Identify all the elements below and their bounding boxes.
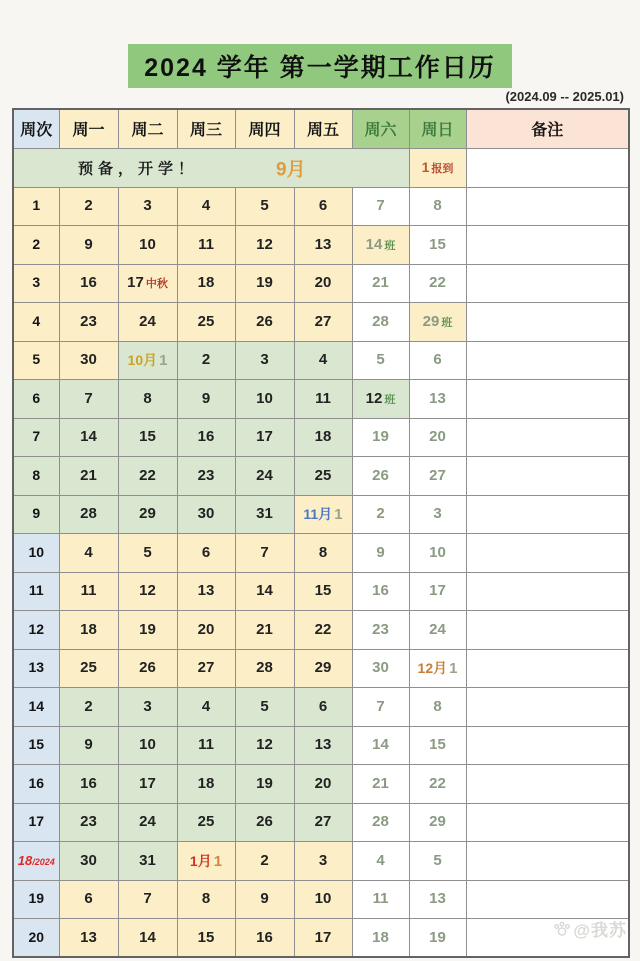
day-cell: 19 — [235, 765, 294, 804]
day-cell: 13 — [294, 226, 352, 265]
day-cell: 25 — [177, 803, 235, 842]
watermark-text: @我苏 — [573, 921, 627, 940]
day-cell: 24 — [118, 303, 177, 342]
september-label: 9月 — [276, 159, 306, 180]
week-number-cell: 5 — [13, 341, 59, 380]
day-cell: 29 班 — [409, 303, 466, 342]
day-cell: 14 — [352, 726, 409, 765]
day-cell: 7 — [235, 534, 294, 573]
day-cell: 5 — [409, 842, 466, 881]
day-cell: 26 — [235, 803, 294, 842]
day-cell: 5 — [235, 187, 294, 226]
day-cell: 21 — [59, 457, 118, 496]
week-number-cell: 19 — [13, 880, 59, 919]
day-cell: 10 — [118, 726, 177, 765]
week-number-cell: 2 — [13, 226, 59, 265]
day-cell: 25 — [177, 303, 235, 342]
day-cell: 22 — [118, 457, 177, 496]
day-cell: 2 — [59, 688, 118, 727]
day-cell: 11月 1 — [294, 495, 352, 534]
note-cell — [466, 495, 629, 534]
day-cell: 12 — [235, 726, 294, 765]
week-number-cell: 15 — [13, 726, 59, 765]
day-cell: 16 — [59, 264, 118, 303]
day-cell: 6 — [409, 341, 466, 380]
week-number-cell: 4 — [13, 303, 59, 342]
week-row-9 — [13, 495, 629, 534]
day-cell: 13 — [59, 919, 118, 958]
page-title: 2024 学年 第一学期工作日历 — [128, 44, 512, 88]
day-cell: 7 — [59, 380, 118, 419]
day-cell: 13 — [294, 726, 352, 765]
week-row-5 — [13, 341, 629, 380]
day-cell: 5 — [235, 688, 294, 727]
week-row-20 — [13, 919, 629, 958]
day-cell: 26 — [118, 649, 177, 688]
week-row-14 — [13, 688, 629, 727]
week-row-3 — [13, 264, 629, 303]
day-cell: 6 — [59, 880, 118, 919]
week-number-cell: 9 — [13, 495, 59, 534]
day-cell: 6 — [294, 187, 352, 226]
note-cell — [466, 148, 629, 187]
header-friday: 周五 — [294, 109, 352, 148]
day-cell: 2 — [177, 341, 235, 380]
week-row-10 — [13, 534, 629, 573]
day-cell: 8 — [118, 380, 177, 419]
day-cell: 2 — [235, 842, 294, 881]
day-cell: 29 — [409, 803, 466, 842]
day-cell: 5 — [352, 341, 409, 380]
day-cell: 11 — [177, 726, 235, 765]
day-cell: 15 — [409, 726, 466, 765]
header-sunday: 周日 — [409, 109, 466, 148]
header-thursday: 周四 — [235, 109, 294, 148]
note-cell — [466, 842, 629, 881]
semester-start-label: 预备，开学！ — [78, 160, 199, 177]
week-number-cell: 12 — [13, 611, 59, 650]
day-cell: 18 — [352, 919, 409, 958]
note-cell — [466, 880, 629, 919]
day-cell: 18 — [59, 611, 118, 650]
day-cell: 15 — [294, 572, 352, 611]
day-cell: 7 — [352, 688, 409, 727]
day-cell: 27 — [294, 803, 352, 842]
day-cell: 4 — [59, 534, 118, 573]
day-cell: 11 — [294, 380, 352, 419]
week-number-cell: 8 — [13, 457, 59, 496]
day-cell: 14 — [59, 418, 118, 457]
day-cell: 4 — [177, 688, 235, 727]
day-cell: 20 — [409, 418, 466, 457]
day-cell: 14 — [235, 572, 294, 611]
work-calendar-table — [12, 108, 630, 958]
day-cell: 18 — [177, 264, 235, 303]
week-row-4 — [13, 303, 629, 342]
day-cell: 28 — [352, 803, 409, 842]
week-row-18 — [13, 842, 629, 881]
day-cell: 2 — [352, 495, 409, 534]
week-row-13 — [13, 649, 629, 688]
note-cell — [466, 688, 629, 727]
header-notes: 备注 — [466, 109, 629, 148]
day-cell: 20 — [177, 611, 235, 650]
day-cell: 31 — [235, 495, 294, 534]
day-cell: 3 — [118, 187, 177, 226]
day-cell: 12 — [235, 226, 294, 265]
day-cell: 14 — [118, 919, 177, 958]
note-cell — [466, 457, 629, 496]
date-range: (2024.09 -- 2025.01) — [505, 89, 624, 104]
day-cell: 13 — [409, 880, 466, 919]
day-cell: 9 — [235, 880, 294, 919]
note-cell — [466, 572, 629, 611]
day-cell: 10 — [294, 880, 352, 919]
note-cell — [466, 303, 629, 342]
day-cell: 16 — [235, 919, 294, 958]
day-cell: 27 — [294, 303, 352, 342]
day-cell: 17 — [409, 572, 466, 611]
day-cell: 19 — [352, 418, 409, 457]
week-number-cell: 20 — [13, 919, 59, 958]
note-cell — [466, 226, 629, 265]
week-number-cell: 17 — [13, 803, 59, 842]
week-number-cell: 10 — [13, 534, 59, 573]
week-row-19 — [13, 880, 629, 919]
day-cell: 18 — [294, 418, 352, 457]
week-number-cell: 13 — [13, 649, 59, 688]
day-cell: 4 — [177, 187, 235, 226]
day-cell: 27 — [177, 649, 235, 688]
day-cell: 9 — [352, 534, 409, 573]
paw-icon — [553, 920, 571, 938]
note-cell — [466, 765, 629, 804]
day-cell: 13 — [409, 380, 466, 419]
day-cell: 8 — [409, 688, 466, 727]
week-number-cell: 6 — [13, 380, 59, 419]
week-number-cell: 3 — [13, 264, 59, 303]
day-cell: 28 — [352, 303, 409, 342]
title-bar — [0, 44, 640, 88]
day-cell: 11 — [352, 880, 409, 919]
note-cell — [466, 803, 629, 842]
day-cell: 28 — [59, 495, 118, 534]
day-cell: 2 — [59, 187, 118, 226]
day-cell: 11 — [59, 572, 118, 611]
day-cell: 29 — [118, 495, 177, 534]
day-cell: 28 — [235, 649, 294, 688]
day-cell: 22 — [409, 264, 466, 303]
day-cell: 3 — [235, 341, 294, 380]
day-cell: 26 — [352, 457, 409, 496]
day-cell: 24 — [409, 611, 466, 650]
day-cell: 20 — [294, 264, 352, 303]
week-row-16 — [13, 765, 629, 804]
week-row-1 — [13, 187, 629, 226]
day-cell: 30 — [352, 649, 409, 688]
day-cell: 12月 1 — [409, 649, 466, 688]
week-number-cell: 16 — [13, 765, 59, 804]
day-cell: 18 — [177, 765, 235, 804]
header-monday: 周一 — [59, 109, 118, 148]
day-cell: 10 — [118, 226, 177, 265]
day-cell: 9 — [177, 380, 235, 419]
note-cell — [466, 341, 629, 380]
note-cell — [466, 187, 629, 226]
day-cell: 22 — [294, 611, 352, 650]
day-cell: 23 — [59, 303, 118, 342]
header-week-number: 周次 — [13, 109, 59, 148]
day-cell: 4 — [352, 842, 409, 881]
day-cell: 30 — [59, 341, 118, 380]
week-number-cell: 18/2024 — [13, 842, 59, 881]
day-cell: 23 — [177, 457, 235, 496]
header-saturday: 周六 — [352, 109, 409, 148]
day-cell: 5 — [118, 534, 177, 573]
day-cell: 21 — [352, 765, 409, 804]
header-wednesday: 周三 — [177, 109, 235, 148]
note-cell — [466, 264, 629, 303]
day-cell: 10月 1 — [118, 341, 177, 380]
day-cell: 9 — [59, 726, 118, 765]
day-cell: 12 — [118, 572, 177, 611]
day-cell: 26 — [235, 303, 294, 342]
september-banner-row — [13, 148, 629, 187]
day-cell: 29 — [294, 649, 352, 688]
day-cell: 8 — [409, 187, 466, 226]
week-number-cell: 14 — [13, 688, 59, 727]
day-cell: 16 — [177, 418, 235, 457]
week-number-cell: 7 — [13, 418, 59, 457]
day-cell: 19 — [235, 264, 294, 303]
week-number-cell: 11 — [13, 572, 59, 611]
day-cell: 11 — [177, 226, 235, 265]
day-cell: 24 — [118, 803, 177, 842]
day-cell: 10 — [409, 534, 466, 573]
day-cell: 15 — [177, 919, 235, 958]
day-cell: 7 — [118, 880, 177, 919]
day-cell: 3 — [118, 688, 177, 727]
week-row-12 — [13, 611, 629, 650]
note-cell — [466, 726, 629, 765]
week-row-7 — [13, 418, 629, 457]
day-cell: 7 — [352, 187, 409, 226]
note-cell — [466, 380, 629, 419]
report-day-cell: 1 报到 — [409, 148, 466, 187]
day-cell: 3 — [294, 842, 352, 881]
day-cell: 12 班 — [352, 380, 409, 419]
note-cell — [466, 534, 629, 573]
day-cell: 23 — [352, 611, 409, 650]
week-row-17 — [13, 803, 629, 842]
day-cell: 4 — [294, 341, 352, 380]
day-cell: 25 — [294, 457, 352, 496]
note-cell — [466, 418, 629, 457]
day-cell: 15 — [409, 226, 466, 265]
day-cell: 22 — [409, 765, 466, 804]
day-cell: 16 — [59, 765, 118, 804]
day-cell: 9 — [59, 226, 118, 265]
day-cell: 8 — [177, 880, 235, 919]
day-cell: 3 — [409, 495, 466, 534]
note-cell — [466, 611, 629, 650]
watermark — [553, 916, 627, 941]
day-cell: 10 — [235, 380, 294, 419]
week-row-2 — [13, 226, 629, 265]
day-cell: 31 — [118, 842, 177, 881]
day-cell: 19 — [409, 919, 466, 958]
day-cell: 16 — [352, 572, 409, 611]
day-cell: 8 — [294, 534, 352, 573]
day-cell: 30 — [59, 842, 118, 881]
day-cell: 17 — [235, 418, 294, 457]
week-row-11 — [13, 572, 629, 611]
week-row-6 — [13, 380, 629, 419]
header-tuesday: 周二 — [118, 109, 177, 148]
day-cell: 24 — [235, 457, 294, 496]
day-cell: 19 — [118, 611, 177, 650]
day-cell: 21 — [235, 611, 294, 650]
header-row — [13, 109, 629, 148]
day-cell: 21 — [352, 264, 409, 303]
day-cell: 15 — [118, 418, 177, 457]
week-row-15 — [13, 726, 629, 765]
day-cell: 1月 1 — [177, 842, 235, 881]
day-cell: 6 — [294, 688, 352, 727]
day-cell: 23 — [59, 803, 118, 842]
month-banner — [13, 148, 409, 187]
day-cell: 17 中秋 — [118, 264, 177, 303]
week-row-8 — [13, 457, 629, 496]
day-cell: 20 — [294, 765, 352, 804]
note-cell — [466, 649, 629, 688]
week-number-cell: 1 — [13, 187, 59, 226]
day-cell: 13 — [177, 572, 235, 611]
day-cell: 6 — [177, 534, 235, 573]
day-cell: 27 — [409, 457, 466, 496]
day-cell: 17 — [294, 919, 352, 958]
day-cell: 14 班 — [352, 226, 409, 265]
day-cell: 25 — [59, 649, 118, 688]
day-cell: 30 — [177, 495, 235, 534]
day-cell: 17 — [118, 765, 177, 804]
